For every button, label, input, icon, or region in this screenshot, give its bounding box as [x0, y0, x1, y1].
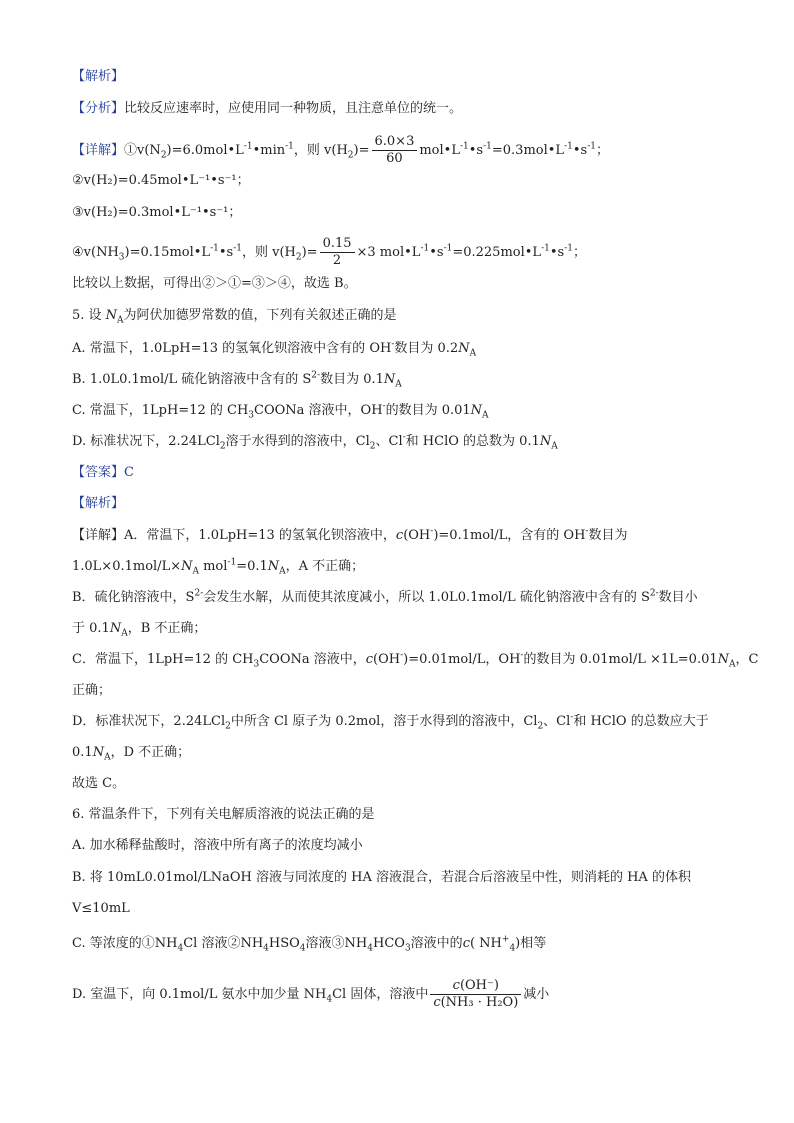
- fraction-numerator: 0.15: [320, 236, 355, 253]
- text: 5. 设: [72, 308, 106, 323]
- analysis-line: [72, 100, 462, 118]
- fraction-numerator: [430, 978, 521, 995]
- text: 为阿伏加德罗常数的值，下列有关叙述正确的是: [123, 308, 397, 323]
- text: 溶液③NH: [305, 936, 368, 951]
- analysis-header: 【解析】: [72, 69, 125, 84]
- symbol: N: [181, 559, 193, 574]
- sub: 4: [299, 943, 306, 954]
- sub: 3: [248, 410, 255, 421]
- fraction-denominator: [430, 995, 521, 1011]
- sup: -1: [420, 243, 430, 254]
- conclusion-line: 比较以上数据，可得出②＞①=③＞④，故选 B。: [72, 276, 357, 291]
- q6-option-d: [72, 978, 549, 1011]
- fraction-1: [372, 134, 418, 167]
- sub: 2: [369, 441, 376, 452]
- fraction-denominator: 60: [386, 151, 403, 166]
- sup: -: [520, 650, 524, 661]
- symbol: N: [267, 559, 280, 574]
- q6-option-c: [72, 935, 546, 953]
- q5-jiexi: 【解析】: [72, 496, 125, 511]
- sub: 2: [225, 721, 231, 732]
- symbol: c: [365, 652, 374, 667]
- sup: -1: [285, 141, 294, 152]
- text: COONa 溶液中，: [259, 652, 366, 667]
- sup: -: [570, 712, 574, 723]
- q5-explain-8: [72, 744, 190, 762]
- text: 会发生水解，从而使其浓度减小，所以 1.0L0.1mol/L 硫化钠溶液中含有的 S: [203, 590, 650, 605]
- sup: 2-: [311, 370, 321, 381]
- text: 溶液中的: [410, 936, 463, 951]
- sub: 4: [263, 943, 269, 954]
- sup: -1: [564, 243, 573, 254]
- sub: 2: [537, 721, 544, 732]
- sup: -: [391, 339, 395, 350]
- symbol: N: [539, 434, 552, 449]
- text: 0.1: [72, 745, 93, 760]
- symbol: N: [458, 341, 470, 356]
- text: 中所含 Cl 原子为 0.2mol，溶于水得到的溶液中，Cl: [230, 714, 538, 729]
- text: C．常温下，1LpH=12 的 CH: [72, 652, 254, 667]
- text: ，则 v(H: [293, 143, 348, 158]
- q5-option-d: [72, 433, 558, 451]
- symbol: N: [717, 652, 729, 667]
- sub: 4: [177, 943, 184, 954]
- detail-line-1: [72, 134, 609, 167]
- symbol: N: [470, 403, 483, 418]
- text: HSO: [268, 936, 300, 951]
- text: •s: [468, 143, 484, 158]
- text: =0.3mol•L: [491, 143, 565, 158]
- sup: 2-: [194, 588, 204, 599]
- symbol: c: [462, 936, 470, 951]
- text: 的数目为 0.01: [385, 403, 471, 418]
- sub: A: [395, 379, 402, 390]
- sub: A: [117, 315, 124, 326]
- symbol: N: [105, 308, 118, 323]
- fraction-numerator: 6.0×3: [372, 134, 418, 151]
- sub: 4: [509, 943, 516, 954]
- fraction-3: [430, 978, 521, 1011]
- text: •s: [549, 245, 565, 260]
- q5-explain-7: [72, 713, 709, 731]
- text: B．硫化钠溶液中，S: [72, 590, 195, 605]
- sup: -1: [210, 243, 219, 254]
- text: (OH: [403, 528, 431, 543]
- q5-explain-9: 故选 C。: [72, 776, 126, 791]
- sub: A: [121, 628, 128, 639]
- text: 数目为 0.1: [320, 372, 384, 387]
- sub: 2: [295, 252, 302, 263]
- text: )=0.01mol/L，OH: [403, 652, 521, 667]
- q6-option-a: A. 加水稀释盐酸时，溶液中所有离子的浓度均减小: [72, 838, 363, 853]
- sup: -1: [243, 141, 253, 152]
- sup: -1: [564, 141, 573, 152]
- sub: 2: [219, 441, 226, 452]
- text: •s: [572, 143, 588, 158]
- sup: -1: [459, 141, 469, 152]
- text: )=: [353, 143, 370, 158]
- sub: A: [104, 752, 111, 763]
- sup: -: [382, 401, 386, 412]
- q5-option-c: [72, 402, 489, 420]
- text: C. 常温下，1LpH=12 的 CH: [72, 403, 249, 418]
- sup: -1: [227, 557, 237, 568]
- text: HCO: [372, 936, 405, 951]
- q6-option-b-line-2: V≤10mL: [72, 901, 130, 916]
- text: 1.0L×0.1mol/L×: [72, 559, 182, 574]
- text: ①v(N: [124, 143, 161, 158]
- q5-explain-4: [72, 620, 206, 638]
- text: 数目为: [588, 528, 628, 543]
- text: 数目为 0.2: [394, 341, 459, 356]
- text: •min: [252, 143, 286, 158]
- sup: -1: [443, 243, 453, 254]
- detail-line-2: ②v(H₂)=0.45mol•L⁻¹•s⁻¹；: [72, 173, 250, 188]
- text: ，D 不正确；: [110, 745, 191, 760]
- analysis-text: 比较反应速率时，应使用同一种物质，且注意单位的统一。: [124, 101, 463, 116]
- text: 和 HClO 的总数应大于: [573, 714, 709, 729]
- sub: 2: [347, 150, 354, 161]
- q5-option-a: [72, 340, 476, 358]
- sup: -: [430, 526, 434, 537]
- text: (NH₃ · H₂O): [440, 995, 519, 1010]
- symbol: c: [433, 995, 441, 1010]
- sup: -1: [587, 141, 596, 152]
- sub: A: [729, 659, 736, 670]
- sub: 3: [118, 252, 125, 263]
- text: COONa 溶液中，OH: [254, 403, 383, 418]
- sub: 4: [367, 943, 373, 954]
- detail-line-3: ③v(H₂)=0.3mol•L⁻¹•s⁻¹；: [72, 205, 242, 220]
- text: 、Cl: [375, 434, 403, 449]
- text: )=: [301, 245, 318, 260]
- text: )=0.15mol•L: [124, 245, 211, 260]
- text: )=0.1mol/L，含有的 OH: [433, 528, 586, 543]
- text: ；: [572, 245, 586, 260]
- text: ×3 mol•L: [356, 245, 421, 260]
- symbol: N: [92, 745, 105, 760]
- text: )=6.0mol•L: [166, 143, 244, 158]
- text: mol: [198, 559, 228, 574]
- text: =0.1: [236, 559, 268, 574]
- text: ( NH: [469, 936, 502, 951]
- sub: A: [482, 410, 489, 421]
- text: =0.225mol•L: [452, 245, 542, 260]
- sub: A: [279, 566, 286, 577]
- sup: -1: [233, 243, 242, 254]
- q5-explain-6: 正确；: [72, 683, 112, 698]
- sub: 3: [253, 659, 260, 670]
- detail-tag: 【详解】: [72, 143, 125, 158]
- text: 、Cl: [543, 714, 571, 729]
- fraction-denominator: 2: [332, 253, 342, 268]
- text: (OH⁻): [459, 978, 499, 993]
- sup: +: [501, 934, 510, 945]
- text: D. 标准状况下，2.24LCl: [72, 434, 220, 449]
- q5-explain-5: [72, 651, 758, 669]
- symbol: N: [383, 372, 396, 387]
- q6-option-b-line-1: B. 将 10mL0.01mol/LNaOH 溶液与同浓度的 HA 溶液混合，若混合后溶液呈中性，则消耗的 HA 的体积: [72, 870, 691, 885]
- sub: A: [551, 441, 558, 452]
- text: ④v(NH: [72, 245, 119, 260]
- symbol: N: [109, 621, 122, 636]
- analysis-tag: 【分析】: [72, 101, 125, 116]
- text: 于 0.1: [72, 621, 110, 636]
- text: mol•L: [419, 143, 460, 158]
- symbol: c: [452, 978, 460, 993]
- text: ，C: [735, 652, 759, 667]
- symbol: c: [395, 528, 404, 543]
- text: •s: [429, 245, 444, 260]
- q5-stem: [72, 307, 397, 325]
- text: B. 1.0L0.1mol/L 硫化钠溶液中含有的 S: [72, 372, 312, 387]
- text: Cl 溶液②NH: [183, 936, 264, 951]
- text: 溶于水得到的溶液中，Cl: [225, 434, 370, 449]
- text: •s: [218, 245, 234, 260]
- text: A. 常温下，1.0LpH=13 的氢氧化钡溶液中含有的 OH: [72, 341, 392, 356]
- sup: -1: [541, 243, 550, 254]
- detail-line-4: [72, 236, 586, 269]
- sup: -: [402, 432, 406, 443]
- text: Cl 固体，溶液中: [332, 987, 429, 1002]
- sub: A: [192, 566, 199, 577]
- sup: -: [585, 526, 589, 537]
- text: ，A 不正确；: [285, 559, 365, 574]
- text: D．标准状况下，2.24LCl: [72, 714, 226, 729]
- q5-explain-1: [72, 527, 627, 545]
- text: 和 HClO 的总数为 0.1: [405, 434, 540, 449]
- sup: -: [400, 650, 404, 661]
- q5-answer: 【答案】C: [72, 465, 134, 480]
- q5-explain-3: [72, 589, 698, 607]
- sup: 2-: [649, 588, 659, 599]
- text: D. 室温下，向 0.1mol/L 氨水中加少量 NH: [72, 987, 327, 1002]
- sub: 2: [160, 150, 167, 161]
- text: ，则 v(H: [241, 245, 296, 260]
- text: ；: [595, 143, 609, 158]
- text: 的数目为 0.01mol/L ×1L=0.01: [523, 652, 718, 667]
- text: 减小: [523, 987, 550, 1002]
- text: 【详解】A．常温下，1.0LpH=13 的氢氧化钡溶液中，: [72, 528, 396, 543]
- q5-option-b: [72, 371, 402, 389]
- text: (OH: [373, 652, 401, 667]
- text: ，B 不正确；: [127, 621, 207, 636]
- sub: 3: [404, 943, 411, 954]
- sub: 4: [326, 994, 333, 1005]
- fraction-2: [320, 236, 355, 269]
- sup: -1: [483, 141, 492, 152]
- sub: A: [469, 348, 477, 359]
- text: )相等: [515, 936, 547, 951]
- q5-explain-2: [72, 558, 364, 576]
- text: C. 等浓度的①NH: [72, 936, 178, 951]
- q6-stem: 6. 常温条件下，下列有关电解质溶液的说法正确的是: [72, 807, 375, 822]
- text: 数目小: [658, 590, 698, 605]
